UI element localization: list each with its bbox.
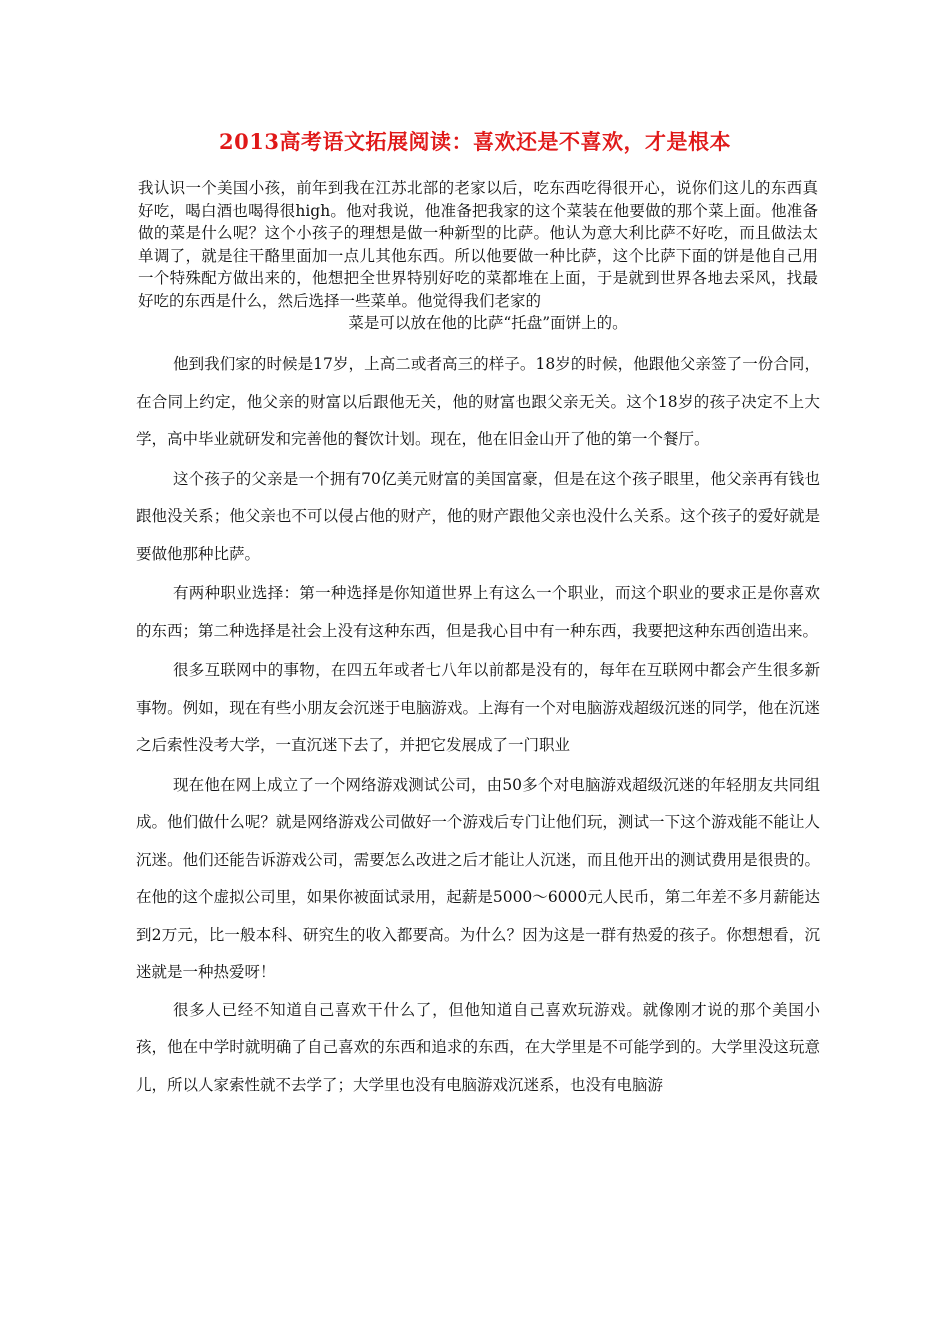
paragraph-1: 他到我们家的时候是17岁，上高二或者高三的样子。18岁的时候，他跟他父亲签了一份合同，在合同上约定，他父亲的财富以后跟他无关，他的财富也跟父亲无关。这个18岁的孩子决定不上大学，高中毕业就研发和完善他的餐饮计划。现在，他在旧金山开了他的第一个餐厅。 <box>136 355 820 448</box>
intro-text: 我认识一个美国小孩，前年到我在江苏北部的老家以后，吃东西吃得很开心，说你们这儿的东西真好吃，喝白酒也喝得很high。他对我说，他准备把我家的这个菜装在他要做的那个菜上面。他准备做的菜是什么呢？这个小孩子的理想是做一种新型的比萨。他认为意大利比萨不好吃，而且做法太单调了，就是往干酪里面加一点儿其他东西。所以他要做一种比萨，这个比萨下面的饼是他自己用一个特殊配方做出来的，他想把全世界特别好吃的菜都堆在上面，于是就到世界各地去采风，找最好吃的东西是什么，然后选择一些菜单。他觉得我们老家的 <box>138 179 818 310</box>
intro-paragraph <box>138 177 818 335</box>
paragraph-5: 现在他在网上成立了一个网络游戏测试公司，由50多个对电脑游戏超级沉迷的年轻朋友共同组成。他们做什么呢？就是网络游戏公司做好一个游戏后专门让他们玩，测试一下这个游戏能不能让人沉迷。他们还能告诉游戏公司，需要怎么改进之后才能让人沉迷，而且他开出的测试费用是很贵的。在他的这个虚拟公司里，如果你被面试录用，起薪是5000～6000元人民币，第二年差不多月薪能达到2万元，比一般本科、研究生的收入都要高。为什么？因为这是一群有热爱的孩子。你想想看，沉迷就是一种热爱呀！ <box>136 775 820 981</box>
paragraph-6: 很多人已经不知道自己喜欢干什么了，但他知道自己喜欢玩游戏。就像刚才说的那个美国小孩，他在中学时就明确了自己喜欢的东西和追求的东西，在大学里是不可能学到的。大学里没这玩意儿，所以人家索性就不去学了；大学里也没有电脑游戏沉迷系，也没有电脑游 <box>136 1000 820 1094</box>
document-title: 2013高考语文拓展阅读：喜欢还是不喜欢，才是根本 <box>219 129 731 154</box>
article-body <box>136 346 820 1104</box>
intro-last-line: 菜是可以放在他的比萨“托盘”面饼上的。 <box>348 314 628 332</box>
paragraph-4: 很多互联网中的事物，在四五年或者七八年以前都是没有的，每年在互联网中都会产生很多新事物。例如，现在有些小朋友会沉迷于电脑游戏。上海有一个对电脑游戏超级沉迷的同学，他在沉迷之后索性没考大学，一直沉迷下去了，并把它发展成了一门职业 <box>136 661 820 754</box>
paragraph-2: 这个孩子的父亲是一个拥有70亿美元财富的美国富豪，但是在这个孩子眼里，他父亲再有钱也跟他没关系；他父亲也不可以侵占他的财产，他的财产跟他父亲也没什么关系。这个孩子的爱好就是要做他那种比萨。 <box>136 469 820 563</box>
paragraph-3: 有两种职业选择：第一种选择是你知道世界上有这么一个职业，而这个职业的要求正是你喜欢的东西；第二种选择是社会上没有这种东西，但是我心目中有一种东西，我要把这种东西创造出来。 <box>136 584 820 640</box>
